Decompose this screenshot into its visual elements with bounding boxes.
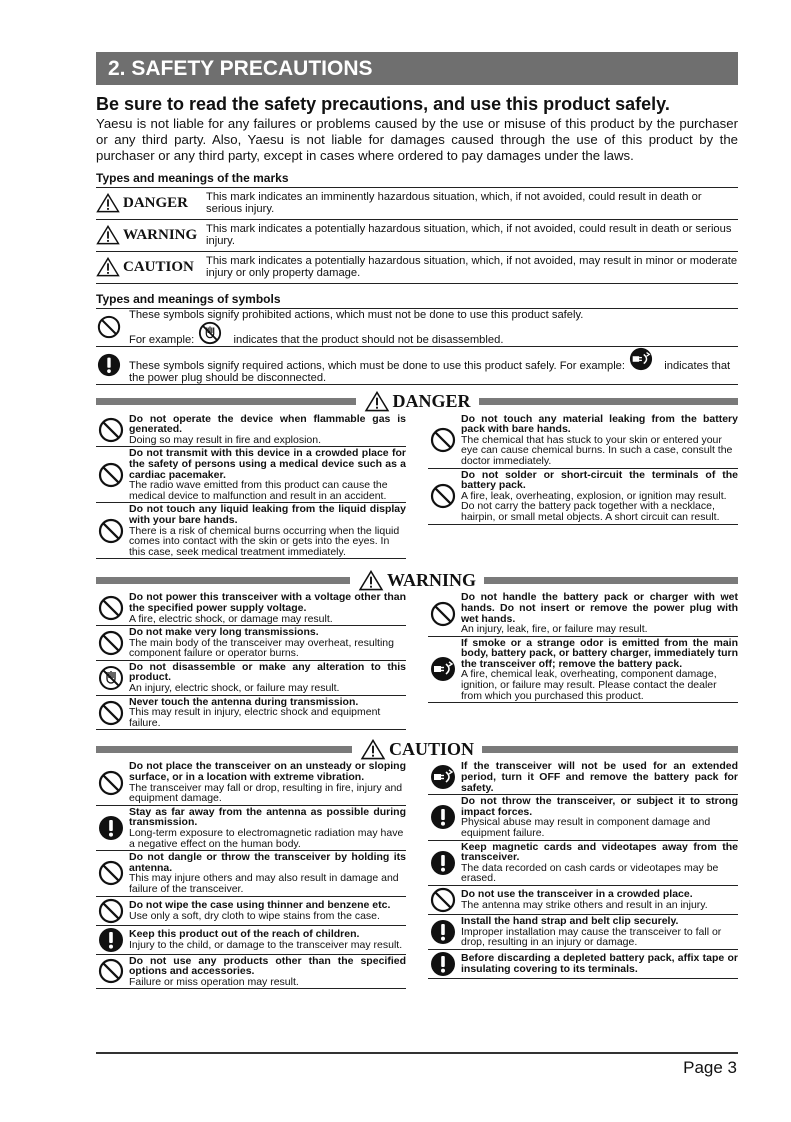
required-icon <box>430 951 456 977</box>
mark-label: WARNING <box>123 226 198 243</box>
item-description: The radio wave emitted from this product can cause the medical device to malfunction and result in an accident. <box>129 479 388 502</box>
required-icon <box>98 927 124 953</box>
caution-right-column <box>428 760 738 989</box>
mark-description: This mark indicates a potentially hazardous situation, which, if not avoided, could result in death or serious injury. <box>206 223 732 248</box>
caution-header <box>96 740 738 758</box>
safety-item <box>96 661 406 696</box>
mark-label: CAUTION <box>123 258 194 275</box>
item-description: Injury to the child, or damage to the transceiver may result. <box>129 938 403 951</box>
warning-triangle-icon <box>96 225 120 245</box>
symbol-example-suffix: indicates that the power plug should be disconnected. <box>129 359 731 384</box>
caution-left-column <box>96 760 406 989</box>
safety-item <box>96 696 406 731</box>
safety-item <box>96 413 406 448</box>
item-description: The data recorded on cash cards or videotapes may be erased. <box>461 861 719 885</box>
page-number: Page 3 <box>683 1058 737 1077</box>
item-title: Do not throw the transceiver, or subject it to strong impact forces. <box>461 795 738 818</box>
required-icon <box>97 353 121 377</box>
item-title: Do not operate the device when flammable gas is generated. <box>129 412 406 436</box>
prohibited-icon <box>98 770 124 796</box>
header-bar <box>96 398 356 405</box>
item-title: If the transceiver will not be used for an extended period, turn it OFF and remove the battery pack for safety. <box>461 760 738 794</box>
header-bar <box>484 577 738 584</box>
item-description: A fire, chemical leak, overheating, component damage, ignition, or failure may result. Please contact the dealer from which you purchased this product. <box>461 668 717 702</box>
item-title: Keep magnetic cards and videotapes away from the transceiver. <box>461 840 738 864</box>
item-title: Stay as far away from the antenna as possible during transmission. <box>129 805 406 829</box>
safety-item <box>428 591 738 636</box>
unplug-icon <box>629 347 653 371</box>
symbol-row-required <box>96 347 738 385</box>
item-title: Do not use the transceiver in a crowded place. <box>461 888 693 901</box>
danger-title: DANGER <box>392 391 471 412</box>
danger-left-column <box>96 413 406 560</box>
safety-item <box>96 626 406 661</box>
safety-item <box>428 915 738 950</box>
safety-item <box>428 886 738 915</box>
item-title: If smoke or a strange odor is emitted from the main body, battery pack, or battery charger, immediately turn the transceiver off; remove the battery pack. <box>461 636 738 670</box>
prohibited-icon <box>98 417 124 443</box>
safety-item <box>96 806 406 851</box>
item-title: Do not place the transceiver on an unsteady or sloping surface, or in a location with extreme vibration. <box>129 760 406 784</box>
item-description: Failure or miss operation may result. <box>129 975 299 988</box>
mark-row-warning <box>96 220 738 252</box>
intro-paragraph: Yaesu is not liable for any failures or problems caused by the use or misuse of this product by the purchaser or any third party. Also, Yaesu is not liable for damages caused through the use of this product by the purchaser or any third party, except in cases where ordered to pay damages under the laws. <box>96 116 738 164</box>
prohibited-icon <box>98 958 124 984</box>
symbol-example-suffix: indicates that the product should not be disassembled. <box>233 333 504 346</box>
item-title: Never touch the antenna during transmission. <box>129 695 359 708</box>
page <box>96 52 738 989</box>
item-description: Physical abuse may result in component damage and equipment failure. <box>461 816 711 840</box>
item-description: Long-term exposure to electromagnetic radiation may have a negative effect on the human body. <box>129 827 404 850</box>
item-title: Install the hand strap and belt clip securely. <box>461 914 679 927</box>
unplug-icon <box>430 656 456 682</box>
safety-item <box>96 926 406 955</box>
unplug-icon <box>430 764 456 790</box>
disassemble-icon <box>98 665 124 691</box>
disassemble-icon <box>198 321 222 345</box>
header-bar <box>96 577 350 584</box>
item-description: This may injure others and may also result in damage and failure of the transceiver. <box>129 872 399 895</box>
header-bar <box>479 398 739 405</box>
prohibited-icon <box>98 518 124 544</box>
item-title: Do not make very long transmissions. <box>129 626 319 639</box>
headline: Be sure to read the safety precautions, and use this product safely. <box>96 94 670 114</box>
required-icon <box>430 919 456 945</box>
mark-row-danger <box>96 188 738 220</box>
warning-triangle-icon <box>364 391 390 412</box>
caution-items <box>96 760 738 989</box>
warning-items <box>96 591 738 730</box>
item-title: Do not solder or short-circuit the terminals of the battery pack. <box>461 468 738 492</box>
prohibited-icon <box>98 860 124 886</box>
item-title: Do not use any products other than the specified options and accessories. <box>129 954 406 978</box>
prohibited-icon <box>430 483 456 509</box>
mark-label: DANGER <box>123 194 189 211</box>
item-description: An injury, electric shock, or failure may result. <box>129 682 340 695</box>
safety-item <box>428 950 738 979</box>
prohibited-icon <box>98 462 124 488</box>
prohibited-icon <box>430 427 456 453</box>
symbol-description: These symbols signify prohibited actions, which must not be done to use this product safely. <box>129 308 584 321</box>
warning-header <box>96 571 738 589</box>
danger-right-column <box>428 413 738 560</box>
section-banner: 2. SAFETY PRECAUTIONS <box>96 52 738 85</box>
item-description: The main body of the transceiver may overheat, resulting component failure or operator burns. <box>129 636 394 660</box>
marks-heading: Types and meanings of the marks <box>96 171 738 188</box>
required-icon <box>98 815 124 841</box>
mark-description: This mark indicates a potentially hazardous situation, which, if not avoided, may result in minor or moderate injury or only property damage. <box>206 255 738 280</box>
symbol-row-prohibited <box>96 309 738 347</box>
item-description: Use only a soft, dry cloth to wipe stains from the case. <box>129 909 380 922</box>
item-title: Do not disassemble or make any alteration to this product. <box>129 660 406 684</box>
prohibited-icon <box>98 898 124 924</box>
item-title: Do not dangle or throw the transceiver by holding its antenna. <box>129 851 406 874</box>
safety-item <box>96 591 406 626</box>
symbols-table <box>96 309 738 385</box>
prohibited-icon <box>97 315 121 339</box>
item-title: Do not touch any liquid leaking from the liquid display with your bare hands. <box>129 503 406 526</box>
warning-triangle-icon <box>358 570 384 591</box>
item-title: Before discarding a depleted battery pack, affix tape or insulating covering to its terminals. <box>461 952 738 975</box>
header-bar <box>482 746 738 753</box>
item-description: There is a risk of chemical burns occurring when the liquid comes into contact with the skin or gets into the eyes. In this case, seek medical treatment immediately. <box>129 524 400 558</box>
mark-row-caution <box>96 252 738 284</box>
symbol-example-prefix: For example: <box>129 333 195 346</box>
item-title: Do not touch any material leaking from the battery pack with bare hands. <box>461 412 738 436</box>
item-description: The transceiver may fall or drop, resulting in fire, injury and equipment damage. <box>129 781 403 805</box>
symbol-description: These symbols signify required actions, which must be done to use this product safely. For example: <box>129 359 626 372</box>
item-description: Doing so may result in fire and explosion. <box>129 433 322 446</box>
prohibited-icon <box>98 630 124 656</box>
safety-item <box>96 503 406 559</box>
item-title: Keep this product out of the reach of children. <box>129 927 360 940</box>
prohibited-icon <box>430 887 456 913</box>
danger-header <box>96 393 738 411</box>
item-description: The antenna may strike others and result in an injury. <box>461 898 708 911</box>
item-title: Do not power this transceiver with a voltage other than the specified power supply voltage. <box>129 591 406 614</box>
warning-triangle-icon <box>96 257 120 277</box>
item-title: Do not handle the battery pack or charger with wet hands. Do not insert or remove the power plug with wet hands. <box>461 591 738 625</box>
safety-item <box>428 469 738 525</box>
warning-title: WARNING <box>387 569 477 590</box>
header-bar <box>96 746 352 753</box>
warning-triangle-icon <box>360 739 386 760</box>
caution-title: CAUTION <box>389 738 475 759</box>
warning-right-column <box>428 591 738 730</box>
safety-item <box>428 637 738 704</box>
safety-item <box>96 447 406 503</box>
safety-item <box>96 955 406 990</box>
item-description: A fire, electric shock, or damage may result. <box>129 612 333 625</box>
safety-item <box>428 841 738 886</box>
warning-left-column <box>96 591 406 730</box>
safety-item <box>428 760 738 795</box>
item-description: This may result in injury, electric shock and equipment failure. <box>129 706 381 729</box>
safety-item <box>96 760 406 805</box>
required-icon <box>430 804 456 830</box>
safety-item <box>96 897 406 926</box>
item-description: An injury, leak, fire, or failure may result. <box>461 623 648 636</box>
footer-divider <box>96 1052 738 1054</box>
symbols-heading: Types and meanings of symbols <box>96 292 738 309</box>
warning-triangle-icon <box>96 193 120 213</box>
mark-description: This mark indicates an imminently hazardous situation, which, if not avoided, could result in death or serious injury. <box>206 191 702 216</box>
prohibited-icon <box>430 601 456 627</box>
prohibited-icon <box>98 700 124 726</box>
safety-item <box>428 795 738 840</box>
item-description: Improper installation may cause the transceiver to fall or drop, resulting in an injury or damage. <box>461 925 722 949</box>
item-description: The chemical that has stuck to your skin or entered your eye can cause chemical burns. In such a case, consult the doctor immediately. <box>461 433 733 467</box>
safety-item <box>428 413 738 469</box>
safety-item <box>96 851 406 896</box>
required-icon <box>430 850 456 876</box>
danger-items <box>96 413 738 560</box>
item-title: Do not transmit with this device in a crowded place for the safety of persons using a medical device such as a cardiac pacemaker. <box>129 447 406 481</box>
prohibited-icon <box>98 595 124 621</box>
item-description: A fire, leak, overheating, explosion, or ignition may result. Do not carry the battery pack together with a necklace, hairpin, or small metal objects. A short circuit can result. <box>461 489 727 523</box>
item-title: Do not wipe the case using thinner and benzene etc. <box>129 898 391 911</box>
marks-table <box>96 188 738 284</box>
